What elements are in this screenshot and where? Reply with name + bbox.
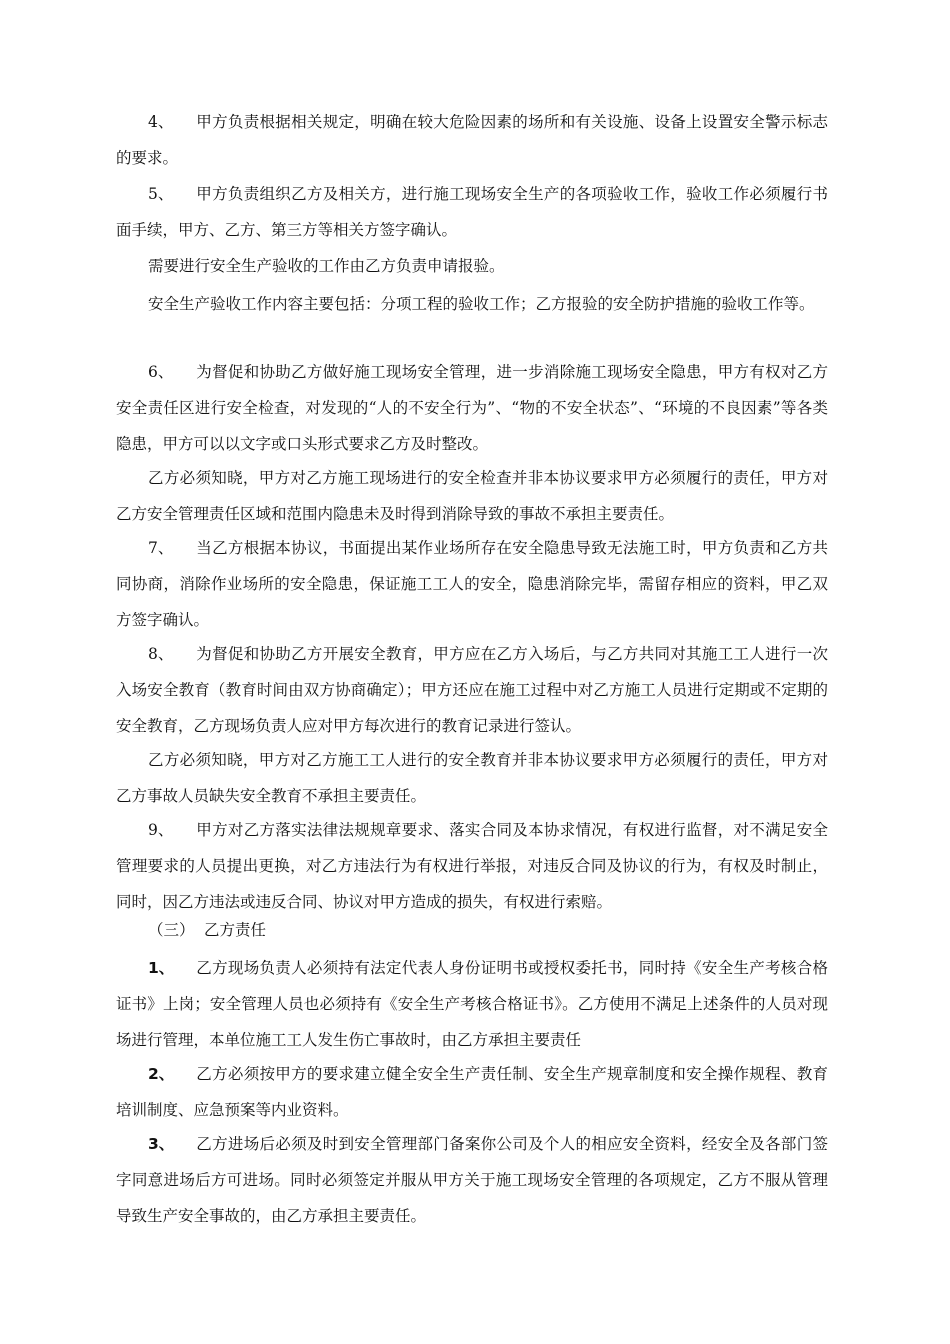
section-number: （三）: [148, 921, 195, 939]
paragraph-text: 为督促和协助乙方做好施工现场安全管理，进一步消除施工现场安全隐患，甲方有权对乙方安全责任区进行安全检查，对发现的“人的不安全行为”、“物的不安全状态”、“环境的不良因素”等各类隐患，甲方可以以文字或口头形式要求乙方及时整改。: [116, 363, 828, 453]
paragraph-text: 乙方必须知晓，甲方对乙方施工工人进行的安全教育并非本协议要求甲方必须履行的责任，甲方对乙方事故人员缺失安全教育不承担主要责任。: [116, 751, 828, 805]
paragraph-text: 乙方必须按甲方的要求建立健全安全生产责任制、安全生产规章制度和安全操作规程、教育培训制度、应急预案等内业资料。: [116, 1065, 828, 1119]
item-number: 5、: [148, 185, 174, 203]
item-number: 9、: [148, 821, 174, 839]
paragraph-note: [116, 286, 828, 322]
paragraph-item-5: [116, 176, 828, 248]
item-number: 1、: [148, 959, 175, 977]
paragraph-text: 甲方对乙方落实法律法规规章要求、落实合同及本协求情况，有权进行监督，对不满足安全管理要求的人员提出更换，对乙方违法行为有权进行举报，对违反合同及协议的行为，有权及时制止，同时，因乙方违法或违反合同、协议对甲方造成的损失，有权进行索赔。: [116, 821, 828, 911]
paragraph-item-1: [116, 950, 828, 1058]
paragraph-note: [116, 460, 828, 532]
paragraph-text: 乙方进场后必须及时到安全管理部门备案你公司及个人的相应安全资料，经安全及各部门签字同意进场后方可进场。同时必须签定并服从甲方关于施工现场安全管理的各项规定，乙方不服从管理导致生产安全事故的，由乙方承担主要责任。: [116, 1135, 828, 1225]
paragraph-text: 安全生产验收工作内容主要包括：分项工程的验收工作；乙方报验的安全防护措施的验收工作等。: [148, 295, 815, 313]
section-heading: [116, 912, 828, 948]
section-title: 乙方责任: [204, 921, 267, 939]
paragraph-item-4: [116, 104, 828, 176]
paragraph-item-3: [116, 1126, 828, 1234]
paragraph-note: [116, 742, 828, 814]
paragraph-text: 为督促和协助乙方开展安全教育，甲方应在乙方入场后，与乙方共同对其施工工人进行一次入场安全教育（教育时间由双方协商确定）；甲方还应在施工过程中对乙方施工人员进行定期或不定期的安全教育，乙方现场负责人应对甲方每次进行的教育记录进行签认。: [116, 645, 828, 735]
paragraph-text: 乙方必须知晓，甲方对乙方施工现场进行的安全检查并非本协议要求甲方必须履行的责任，甲方对乙方安全管理责任区域和范围内隐患未及时得到消除导致的事故不承担主要责任。: [116, 469, 828, 523]
item-number: 3、: [148, 1135, 175, 1153]
paragraph-text: 甲方负责根据相关规定，明确在较大危险因素的场所和有关设施、设备上设置安全警示标志的要求。: [116, 113, 828, 167]
item-number: 4、: [148, 113, 174, 131]
item-number: 6、: [148, 363, 174, 381]
item-number: 2、: [148, 1065, 175, 1083]
paragraph-item-2: [116, 1056, 828, 1128]
paragraph-item-7: [116, 530, 828, 638]
paragraph-item-6: [116, 354, 828, 462]
paragraph-text: 当乙方根据本协议，书面提出某作业场所存在安全隐患导致无法施工时，甲方负责和乙方共同协商，消除作业场所的安全隐患，保证施工工人的安全，隐患消除完毕，需留存相应的资料，甲乙双方签字确认。: [116, 539, 828, 629]
paragraph-note: [116, 248, 828, 284]
paragraph-text: 需要进行安全生产验收的工作由乙方负责申请报验。: [148, 257, 505, 275]
item-number: 7、: [148, 539, 174, 557]
paragraph-text: 甲方负责组织乙方及相关方，进行施工现场安全生产的各项验收工作，验收工作必须履行书面手续，甲方、乙方、第三方等相关方签字确认。: [116, 185, 828, 239]
paragraph-item-8: [116, 636, 828, 744]
paragraph-text: 乙方现场负责人必须持有法定代表人身份证明书或授权委托书，同时持《安全生产考核合格证书》上岗；安全管理人员也必须持有《安全生产考核合格证书》。乙方使用不满足上述条件的人员对现场进行管理，本单位施工工人发生伤亡事故时，由乙方承担主要责任: [116, 959, 828, 1049]
item-number: 8、: [148, 645, 174, 663]
paragraph-item-9: [116, 812, 828, 920]
